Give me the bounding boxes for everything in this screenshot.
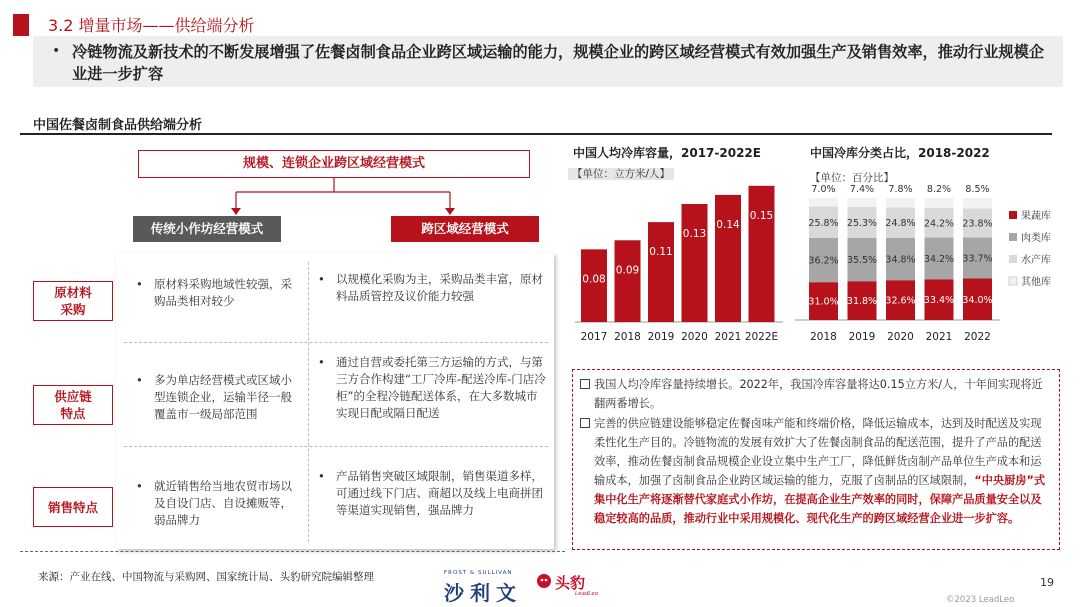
copyright: ©2023 LeadLeo xyxy=(946,595,1015,605)
bullet-dot-icon: • xyxy=(318,355,325,369)
chart2-cold-storage-mix xyxy=(795,184,1070,352)
row-divider xyxy=(124,446,548,447)
chart2-tick-label: 2018 xyxy=(810,331,837,343)
frost-sullivan-logo-small: FROST & SULLIVAN xyxy=(444,570,513,576)
cell-sales-traditional: • 就近销售给当地农贸市场以及自设门店、自设摊贩等，弱品牌力 xyxy=(136,479,292,527)
traditional-model-tag: 传统小作坊经营模式 xyxy=(133,216,281,242)
chart1-data-label: 0.13 xyxy=(682,227,707,240)
chart1-title: 中国人均冷库容量，2017-2022E xyxy=(573,146,761,160)
row-label-supply-chain: 供应链特点 xyxy=(33,385,113,425)
checkbox-icon xyxy=(580,418,590,428)
row-divider xyxy=(124,342,548,343)
chart1-tick-label: 2018 xyxy=(614,331,641,343)
chart1-data-label: 0.11 xyxy=(649,246,673,259)
chart2-tick-label: 2020 xyxy=(887,331,914,343)
chart1-bar xyxy=(615,240,641,322)
chart2-data-label: 34.0% xyxy=(962,294,993,306)
bullet-dot-icon: • xyxy=(136,479,143,493)
chart1-bar xyxy=(581,249,607,322)
leadleo-logo: 头豹 xyxy=(555,574,586,592)
cell-sales-cross: • 产品销售突破区域限制，销售渠道多样，可通过线下门店、商超以及线上电商拼团等渠道实现销售，强品牌力 xyxy=(318,469,543,517)
note-1: 我国人均冷库容量持续增长。2022年，我国冷库容量将达0.15立方米/人，十年间实现将近翻两番增长。 xyxy=(580,375,1048,413)
row-label-sales: 销售特点 xyxy=(33,487,113,527)
bullet-dot-icon: • xyxy=(318,469,325,483)
chart2-data-label: 25.3% xyxy=(846,217,878,229)
bullet-dot-icon: • xyxy=(318,272,325,286)
cross-region-model-heading: 规模、连锁企业跨区域经营模式 xyxy=(138,150,530,178)
chart2-legend-swatch xyxy=(1009,277,1017,285)
chart2-data-label: 34.8% xyxy=(885,254,916,266)
bullet-dot-icon: • xyxy=(136,277,143,291)
chart1-bar xyxy=(715,195,741,322)
cross-region-model-tag: 跨区域经营模式 xyxy=(391,216,539,242)
cell-raw-material-cross: • 以规模化采购为主，采购品类丰富，原材料品质管控及议价能力较强 xyxy=(318,272,543,303)
page-number: 19 xyxy=(1040,576,1054,589)
chart2-bar-segment xyxy=(886,198,915,208)
chart1-bar xyxy=(682,204,708,322)
chart2-legend-label: 水产库 xyxy=(1021,255,1051,266)
bullet-dot-icon: • xyxy=(52,43,61,59)
chart2-data-label: 7.4% xyxy=(849,184,875,195)
chart2-legend-swatch xyxy=(1009,255,1017,263)
cell-raw-material-traditional: • 原材料采购地域性较强，采购品类相对较少 xyxy=(136,277,292,308)
footer-divider xyxy=(20,551,565,552)
cell-supply-chain-traditional: • 多为单店经营模式或区域小型连锁企业，运输半径一般覆盖市一级局部范围 xyxy=(136,373,292,421)
chart1-bar xyxy=(749,186,775,322)
chart1-tick-label: 2021 xyxy=(714,331,742,343)
summary-text: 冷链物流及新技术的不断发展增强了佐餐卤制食品企业跨区域运输的能力，规模企业的跨区域经营模式有效加强生产及销售效率，推动行业规模企业进一步扩容 xyxy=(72,43,1044,83)
chart2-legend-swatch xyxy=(1009,211,1017,219)
bullet-dot-icon: • xyxy=(136,373,143,387)
chart2-tick-label: 2022 xyxy=(964,331,991,343)
chart1-per-capita-cold-storage xyxy=(575,176,785,351)
section-title: 中国佐餐卤制食品供给端分析 xyxy=(33,118,203,133)
chart2-data-label: 7.8% xyxy=(888,184,913,195)
chart2-data-label: 7.0% xyxy=(811,184,836,195)
chart1-data-label: 0.08 xyxy=(582,273,606,286)
chart2-data-label: 8.2% xyxy=(926,184,952,195)
chart2-legend-label: 肉类库 xyxy=(1021,233,1051,244)
chart2-title: 中国冷库分类占比，2018-2022 xyxy=(810,146,990,160)
column-divider xyxy=(308,262,309,542)
chart1-tick-label: 2020 xyxy=(681,331,708,343)
leadleo-leopard-icon xyxy=(536,573,552,589)
chart2-data-label: 33.4% xyxy=(923,295,955,307)
chart2-legend-label: 其他库 xyxy=(1021,277,1051,288)
cell-supply-chain-cross: • 通过自营或委托第三方运输的方式，与第三方合作构建“工厂冷库-配送冷库-门店冷柜”的全程冷链配送体系，在大多数城市实现日配或隔日配送 xyxy=(318,355,546,420)
chart1-data-label: 0.15 xyxy=(749,209,774,222)
chart1-data-label: 0.09 xyxy=(615,264,640,277)
source-note: 来源：产业在线、中国物流与采购网、国家统计局、头豹研究院编辑整理 xyxy=(38,571,374,583)
leadleo-logo-sub: LeadLeo xyxy=(575,591,599,597)
chart2-bar-segment xyxy=(963,198,992,208)
chart2-bar-segment xyxy=(809,198,838,207)
chart1-tick-label: 2017 xyxy=(580,331,608,343)
chart1-bar xyxy=(648,222,674,322)
chart2-legend-swatch xyxy=(1009,233,1017,241)
chart2-data-label: 31.8% xyxy=(846,296,878,308)
chart2-bar-segment xyxy=(848,198,877,207)
note-2: 完善的供应链建设能够稳定佐餐卤味产能和终端价格，降低运输成本，达到及时配送及实现柔性化生产目的。冷链物流的发展有效扩大了佐餐卤制食品的配送范围，提升了产品的配送效率，推动佐餐卤制食品规模企业设立集中生产工厂，降低鲜货卤制产品单位生产成本和运输成本，加强了卤制食品企业跨区域运输的能力，克服了卤制品的区域限制，“中央厨房”式集中化生产将逐渐替代家庭式小作坊，在提高企业生产效率的同时，保障产品质量安全以及稳定较高的品质，推动行业中采用规模化、现代化生产的跨区域经营企业进一步扩容。 xyxy=(580,414,1048,528)
chart2-data-label: 32.6% xyxy=(885,295,916,307)
chart1-data-label: 0.14 xyxy=(716,218,740,231)
chart1-tick-label: 2022E xyxy=(744,331,779,343)
chart2-data-label: 24.2% xyxy=(923,218,955,230)
chart2-data-label: 35.5% xyxy=(846,255,878,267)
chart1-tick-label: 2019 xyxy=(647,331,675,343)
chart2-data-label: 24.8% xyxy=(885,218,916,230)
chart2-tick-label: 2021 xyxy=(925,331,953,343)
chart2-data-label: 36.2% xyxy=(808,255,839,267)
chart2-data-label: 8.5% xyxy=(965,184,990,195)
checkbox-icon xyxy=(580,379,590,389)
row-label-raw-material: 原材料采购 xyxy=(33,281,113,321)
chart2-unit: 【单位：百分比】 xyxy=(810,172,894,184)
chart2-data-label: 33.7% xyxy=(962,253,993,265)
frost-sullivan-logo: 沙利文 xyxy=(444,581,522,605)
chart2-data-label: 23.8% xyxy=(962,218,993,230)
chart2-data-label: 34.2% xyxy=(923,253,955,265)
chart2-data-label: 31.0% xyxy=(808,296,839,308)
chart2-bar-segment xyxy=(925,198,954,208)
chart2-legend-label: 果蔬库 xyxy=(1021,211,1051,222)
chart2-tick-label: 2019 xyxy=(848,331,876,343)
page-title: 3.2 增量市场——供给端分析 xyxy=(48,16,255,35)
chart2-data-label: 25.8% xyxy=(808,217,839,229)
chart1-unit: 【单位：立方米/人】 xyxy=(568,166,674,181)
